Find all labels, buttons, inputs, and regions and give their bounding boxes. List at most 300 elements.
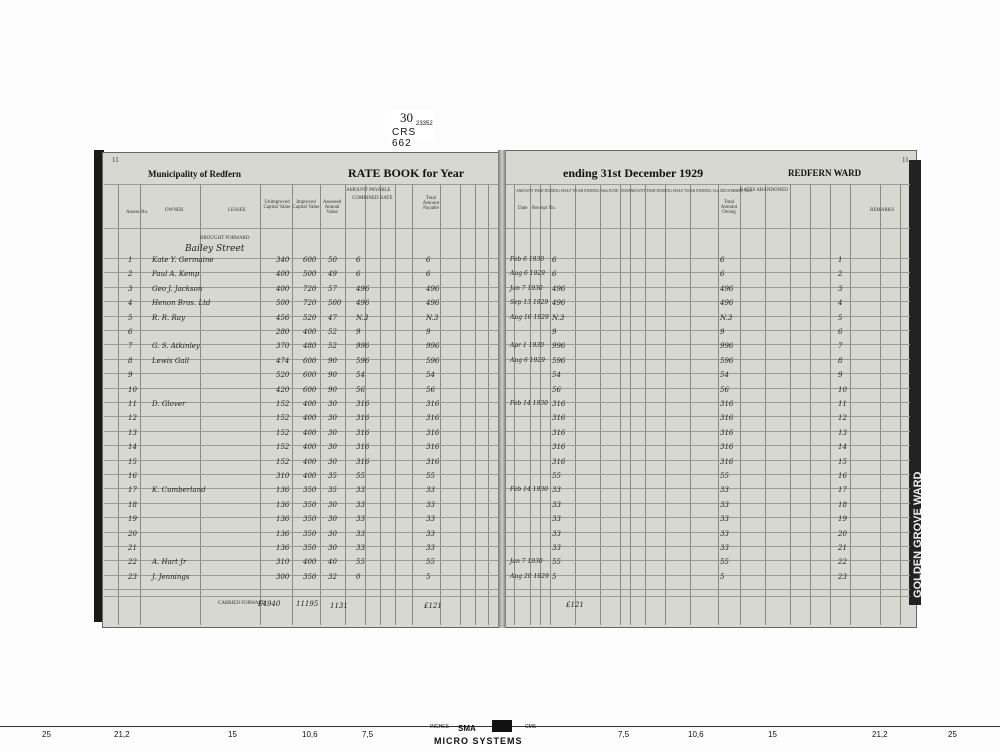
row-assess-no: 5 bbox=[128, 313, 133, 322]
row-annual: 500 bbox=[328, 299, 342, 308]
row-owing: 33 bbox=[720, 529, 729, 538]
row-owner: J. Jennings bbox=[152, 572, 190, 581]
row-total: 54 bbox=[426, 371, 435, 380]
row-total: N.3 bbox=[426, 313, 439, 322]
row-assess-no: 1 bbox=[128, 256, 133, 264]
row-payment-date: Jan 7 1930 bbox=[510, 284, 543, 292]
row-ref: 13 bbox=[838, 428, 847, 437]
street-name: Bailey Street bbox=[185, 244, 245, 254]
row-owing: 496 bbox=[720, 284, 734, 293]
grid-column-line bbox=[718, 185, 719, 625]
row-annual: 30 bbox=[328, 457, 337, 466]
row-improved: 400 bbox=[303, 400, 317, 408]
header-annual: Assessed Annual Value bbox=[322, 200, 342, 215]
row-total: 6 bbox=[426, 270, 431, 279]
left-page bbox=[102, 152, 502, 628]
row-payment-date: Apr 1 1930 bbox=[510, 342, 544, 350]
row-rate: 316 bbox=[356, 457, 370, 466]
grid-column-line bbox=[320, 185, 321, 625]
row-annual: 32 bbox=[328, 572, 337, 581]
row-ref: 3 bbox=[838, 284, 843, 293]
row-total: 55 bbox=[426, 472, 435, 480]
row-payment-date: Aug 6 1929 bbox=[510, 270, 545, 278]
row-rate: 6 bbox=[356, 256, 361, 264]
row-line bbox=[506, 503, 910, 504]
row-owner: Lewis Gall bbox=[152, 356, 190, 365]
row-paid-amount: 33 bbox=[552, 529, 561, 538]
row-unimproved: 340 bbox=[276, 256, 290, 264]
row-total: 55 bbox=[426, 558, 435, 567]
row-unimproved: 136 bbox=[276, 500, 290, 509]
row-line bbox=[506, 402, 910, 403]
row-rate: 596 bbox=[356, 356, 370, 365]
row-improved: 500 bbox=[303, 270, 317, 279]
row-ref: 19 bbox=[838, 515, 847, 524]
row-total: 316 bbox=[426, 414, 440, 423]
row-owing: 56 bbox=[720, 385, 729, 394]
row-unimproved: 152 bbox=[276, 443, 290, 452]
grid-column-line bbox=[850, 185, 851, 625]
row-unimproved: 152 bbox=[276, 400, 290, 408]
right-corner-number: 11 bbox=[902, 156, 909, 164]
row-line bbox=[506, 416, 910, 417]
grid-column-line bbox=[690, 185, 691, 625]
grid-column-line bbox=[740, 185, 741, 625]
row-owing: 316 bbox=[720, 457, 734, 466]
row-assess-no: 13 bbox=[128, 428, 137, 437]
row-owner: D. Glover bbox=[152, 400, 186, 408]
row-improved: 600 bbox=[303, 371, 317, 380]
grid-column-line bbox=[292, 185, 293, 625]
row-improved: 400 bbox=[303, 428, 317, 437]
row-unimproved: 456 bbox=[276, 313, 290, 322]
grid-column-line bbox=[880, 185, 881, 625]
row-assess-no: 3 bbox=[128, 284, 133, 293]
row-annual: 47 bbox=[328, 313, 337, 322]
row-improved: 400 bbox=[303, 328, 317, 336]
row-annual: 90 bbox=[328, 371, 337, 380]
archive-series: CRS 662 bbox=[392, 127, 417, 149]
grid-column-line bbox=[345, 185, 346, 625]
row-ref: 21 bbox=[838, 544, 847, 552]
row-line bbox=[506, 301, 910, 302]
row-improved: 350 bbox=[303, 515, 317, 524]
row-owing: 496 bbox=[720, 299, 734, 308]
row-rate: 316 bbox=[356, 428, 370, 437]
row-unimproved: 310 bbox=[276, 472, 290, 480]
grid-column-line bbox=[395, 185, 396, 625]
row-owing: 54 bbox=[720, 371, 729, 380]
row-annual: 30 bbox=[328, 443, 337, 452]
grid-column-line bbox=[140, 185, 141, 625]
row-total: 596 bbox=[426, 356, 440, 365]
ruler-label: 25 bbox=[42, 730, 51, 739]
header-receipt: Receipt No. bbox=[532, 206, 556, 211]
row-paid-amount: 9 bbox=[552, 328, 557, 336]
row-owing: 33 bbox=[720, 515, 729, 524]
row-line bbox=[506, 546, 910, 547]
row-rate: 54 bbox=[356, 371, 365, 380]
row-paid-amount: 6 bbox=[552, 256, 557, 264]
row-owing: 316 bbox=[720, 428, 734, 437]
row-payment-date: Aug 16 1929 bbox=[510, 313, 549, 321]
row-line bbox=[506, 388, 910, 389]
row-rate: 33 bbox=[356, 515, 365, 524]
row-total: 316 bbox=[426, 443, 440, 452]
row-improved: 600 bbox=[303, 256, 317, 264]
row-improved: 350 bbox=[303, 544, 317, 552]
row-improved: 400 bbox=[303, 558, 317, 567]
header-owner: OWNER bbox=[165, 208, 184, 213]
row-ref: 8 bbox=[838, 356, 843, 365]
row-ref: 22 bbox=[838, 558, 847, 567]
row-line bbox=[104, 474, 498, 475]
row-rate: 55 bbox=[356, 472, 365, 480]
row-unimproved: 136 bbox=[276, 529, 290, 538]
row-owner: Paul A. Kemp bbox=[152, 270, 200, 279]
row-paid-amount: 33 bbox=[552, 486, 561, 495]
ruler-brand-prefix: SMA bbox=[458, 724, 476, 733]
row-line bbox=[506, 272, 910, 273]
book-gutter bbox=[498, 150, 506, 628]
ruler-label: 15 bbox=[768, 730, 777, 739]
row-owing: 596 bbox=[720, 356, 734, 365]
row-line bbox=[104, 388, 498, 389]
row-paid-amount: 996 bbox=[552, 342, 566, 351]
header-paid-second-half: AMOUNT PAID DURING HALF YEAR ENDING 31st DECEMBER, 1929 bbox=[628, 188, 752, 193]
header-total-amount: Total Amount Payable bbox=[422, 196, 440, 211]
row-unimproved: 152 bbox=[276, 457, 290, 466]
row-assess-no: 21 bbox=[128, 544, 137, 552]
total-unimproved: £4940 bbox=[258, 600, 281, 608]
row-payment-date: Aug 20 1929 bbox=[510, 572, 549, 580]
row-assess-no: 12 bbox=[128, 414, 137, 423]
row-annual: 57 bbox=[328, 284, 337, 293]
ward-title: REDFERN WARD bbox=[788, 168, 862, 178]
row-annual: 30 bbox=[328, 428, 337, 437]
row-assess-no: 10 bbox=[128, 385, 137, 394]
row-paid-amount: 5 bbox=[552, 572, 557, 581]
row-line bbox=[506, 474, 910, 475]
rate-book-title: RATE BOOK for Year bbox=[348, 166, 465, 180]
row-improved: 350 bbox=[303, 500, 317, 509]
grid-column-line bbox=[550, 185, 551, 625]
row-owing: 5 bbox=[720, 572, 725, 581]
row-paid-amount: N.3 bbox=[552, 313, 565, 322]
grid-column-line bbox=[790, 185, 791, 625]
row-ref: 15 bbox=[838, 457, 847, 466]
ruler-label: 10,6 bbox=[688, 730, 704, 739]
row-total: 33 bbox=[426, 529, 435, 538]
row-improved: 720 bbox=[303, 284, 317, 293]
grid-column-line bbox=[645, 185, 646, 625]
row-improved: 520 bbox=[303, 313, 317, 322]
row-line bbox=[506, 488, 910, 489]
row-paid-amount: 55 bbox=[552, 558, 561, 567]
row-line bbox=[506, 431, 910, 432]
row-improved: 600 bbox=[303, 385, 317, 394]
row-line bbox=[506, 344, 910, 345]
row-line bbox=[104, 532, 498, 533]
row-assess-no: 8 bbox=[128, 356, 133, 365]
row-annual: 30 bbox=[328, 400, 337, 408]
grid-column-line bbox=[380, 185, 381, 625]
row-paid-amount: 33 bbox=[552, 500, 561, 509]
row-annual: 49 bbox=[328, 270, 337, 279]
grid-column-line bbox=[810, 185, 811, 625]
municipality-title: Municipality of Redfern bbox=[148, 169, 241, 179]
row-paid-amount: 596 bbox=[552, 356, 566, 365]
row-owner: Kate Y. Germaine bbox=[152, 256, 214, 264]
row-ref: 17 bbox=[838, 486, 847, 495]
row-paid-amount: 54 bbox=[552, 371, 561, 380]
row-payment-date: Feb 14 1930 bbox=[510, 486, 548, 494]
row-total: 5 bbox=[426, 572, 431, 581]
row-assess-no: 17 bbox=[128, 486, 137, 495]
row-owner: A. Hart Jr bbox=[152, 558, 187, 567]
archive-sub-number: 23352 bbox=[416, 121, 433, 127]
row-total: 316 bbox=[426, 400, 440, 408]
row-paid-amount: 316 bbox=[552, 428, 566, 437]
ruler-brand: MICRO SYSTEMS bbox=[434, 736, 523, 746]
row-assess-no: 19 bbox=[128, 515, 137, 524]
row-unimproved: 500 bbox=[276, 299, 290, 308]
row-total: 496 bbox=[426, 284, 440, 293]
row-assess-no: 22 bbox=[128, 558, 137, 567]
row-ref: 16 bbox=[838, 472, 847, 480]
row-annual: 90 bbox=[328, 356, 337, 365]
row-improved: 400 bbox=[303, 414, 317, 423]
row-improved: 480 bbox=[303, 342, 317, 351]
ruler-label: 7,5 bbox=[362, 730, 374, 739]
row-line bbox=[506, 560, 910, 561]
row-line bbox=[506, 532, 910, 533]
ruler-cms: CMS bbox=[525, 724, 537, 730]
ruler-label: 25 bbox=[948, 730, 957, 739]
row-assess-no: 14 bbox=[128, 443, 137, 452]
ruler-label: 21,2 bbox=[872, 730, 888, 739]
archive-number: 30 bbox=[400, 110, 413, 125]
row-rate: 496 bbox=[356, 299, 370, 308]
row-paid-amount: 496 bbox=[552, 284, 566, 293]
row-ref: 7 bbox=[838, 342, 843, 351]
micro-systems-logo bbox=[492, 720, 512, 732]
row-rate: 316 bbox=[356, 400, 370, 408]
row-assess-no: 6 bbox=[128, 328, 133, 336]
row-ref: 12 bbox=[838, 414, 847, 423]
row-rate: 33 bbox=[356, 500, 365, 509]
row-paid-amount: 33 bbox=[552, 544, 561, 552]
row-owing: 316 bbox=[720, 443, 734, 452]
row-ref: 11 bbox=[838, 400, 847, 408]
row-assess-no: 23 bbox=[128, 572, 137, 581]
total-annual: 1131 bbox=[330, 602, 348, 610]
row-annual: 35 bbox=[328, 472, 337, 480]
row-owing: 33 bbox=[720, 500, 729, 509]
row-unimproved: 136 bbox=[276, 515, 290, 524]
total-payable: £121 bbox=[424, 602, 442, 610]
row-unimproved: 136 bbox=[276, 544, 290, 552]
row-total: 33 bbox=[426, 500, 435, 509]
row-ref: 10 bbox=[838, 385, 847, 394]
row-total: 316 bbox=[426, 457, 440, 466]
row-owner: R. R. Ray bbox=[152, 313, 186, 322]
row-total: 33 bbox=[426, 544, 435, 552]
row-payment-date: Feb 14 1930 bbox=[510, 400, 548, 407]
grid-column-line bbox=[575, 185, 576, 625]
row-ref: 14 bbox=[838, 443, 847, 452]
row-owing: 996 bbox=[720, 342, 734, 351]
row-total: 33 bbox=[426, 486, 435, 495]
grid-column-line bbox=[488, 185, 489, 625]
row-improved: 400 bbox=[303, 472, 317, 480]
row-unimproved: 520 bbox=[276, 371, 290, 380]
row-owner: Henon Bros. Ltd bbox=[152, 299, 211, 308]
grid-column-line bbox=[440, 185, 441, 625]
row-paid-amount: 6 bbox=[552, 270, 557, 279]
row-line bbox=[506, 575, 910, 576]
ruler-label: 7,5 bbox=[618, 730, 630, 739]
row-annual: 52 bbox=[328, 328, 337, 336]
row-paid-amount: 316 bbox=[552, 457, 566, 466]
row-payment-date: Sep 13 1929 bbox=[510, 299, 549, 307]
row-owing: 33 bbox=[720, 486, 729, 495]
row-rate: 33 bbox=[356, 544, 365, 552]
year-ending-title: ending 31st December 1929 bbox=[563, 166, 704, 180]
row-total: 6 bbox=[426, 256, 431, 264]
row-line bbox=[506, 373, 910, 374]
microfilm-ruler bbox=[0, 716, 1000, 752]
row-rate: 316 bbox=[356, 414, 370, 423]
grid-column-line bbox=[620, 185, 621, 625]
row-annual: 30 bbox=[328, 500, 337, 509]
row-improved: 350 bbox=[303, 572, 317, 581]
row-rate: 496 bbox=[356, 284, 370, 293]
row-paid-amount: 316 bbox=[552, 414, 566, 423]
header-remarks: REMARKS bbox=[870, 208, 895, 213]
row-total: 996 bbox=[426, 342, 440, 351]
ruler-inches: INCHES bbox=[430, 724, 449, 730]
row-total: 316 bbox=[426, 428, 440, 437]
row-annual: 30 bbox=[328, 414, 337, 423]
row-owing: 316 bbox=[720, 414, 734, 423]
ruler-label: 15 bbox=[228, 730, 237, 739]
row-assess-no: 7 bbox=[128, 342, 133, 351]
row-rate: 6 bbox=[356, 270, 361, 279]
row-ref: 4 bbox=[838, 299, 843, 308]
row-assess-no: 15 bbox=[128, 457, 137, 466]
right-carried-total: £121 bbox=[566, 601, 584, 609]
row-line bbox=[104, 503, 498, 504]
row-ref: 6 bbox=[838, 328, 843, 336]
row-line bbox=[104, 373, 498, 374]
row-owing: 6 bbox=[720, 256, 725, 264]
row-ref: 1 bbox=[838, 256, 843, 264]
row-assess-no: 16 bbox=[128, 472, 137, 480]
ruler-label: 21,2 bbox=[114, 730, 130, 739]
row-paid-amount: 496 bbox=[552, 299, 566, 308]
totals-line bbox=[506, 596, 910, 597]
row-total: 9 bbox=[426, 328, 431, 336]
row-line bbox=[104, 546, 498, 547]
row-annual: 50 bbox=[328, 256, 337, 264]
row-improved: 400 bbox=[303, 443, 317, 452]
header-combined-rate: COMBINED RATE bbox=[352, 196, 393, 201]
row-owing: 6 bbox=[720, 270, 725, 279]
row-annual: 30 bbox=[328, 544, 337, 552]
header-paid-first-half: AMOUNT PAID DURING HALF YEAR ENDING 30th JUNE, 1929 bbox=[516, 188, 629, 193]
row-line bbox=[506, 316, 910, 317]
grid-column-line bbox=[412, 185, 413, 625]
row-unimproved: 400 bbox=[276, 284, 290, 293]
header-unimproved: Unimproved Capital Value bbox=[263, 200, 291, 210]
header-improved: Improved Capital Value bbox=[292, 200, 320, 210]
row-unimproved: 370 bbox=[276, 342, 290, 351]
row-owing: 55 bbox=[720, 472, 729, 480]
header-date: Date bbox=[518, 206, 528, 211]
row-owner: G. S. Atkinley bbox=[152, 342, 200, 351]
header-rates-abandoned: RATES ABANDONED bbox=[740, 188, 788, 193]
row-total: 56 bbox=[426, 385, 435, 394]
row-ref: 23 bbox=[838, 572, 847, 581]
grid-column-line bbox=[600, 185, 601, 625]
row-unimproved: 152 bbox=[276, 414, 290, 423]
row-unimproved: 420 bbox=[276, 385, 290, 394]
carried-forward-label: CARRIED FORWARD bbox=[218, 601, 266, 606]
row-ref: 20 bbox=[838, 529, 847, 538]
totals-line bbox=[104, 596, 498, 597]
grid-column-line bbox=[260, 185, 261, 625]
row-payment-date: Feb 6 1930 bbox=[510, 256, 545, 263]
row-rate: 33 bbox=[356, 529, 365, 538]
row-ref: 5 bbox=[838, 313, 843, 322]
grid-column-line bbox=[830, 185, 831, 625]
row-unimproved: 310 bbox=[276, 558, 290, 567]
row-line bbox=[506, 445, 910, 446]
row-paid-amount: 55 bbox=[552, 472, 561, 480]
grid-column-line bbox=[460, 185, 461, 625]
row-improved: 350 bbox=[303, 529, 317, 538]
row-improved: 600 bbox=[303, 356, 317, 365]
grid-column-line bbox=[765, 185, 766, 625]
row-paid-amount: 33 bbox=[552, 515, 561, 524]
grid-column-line bbox=[475, 185, 476, 625]
row-annual: 35 bbox=[328, 486, 337, 495]
total-improved: 11195 bbox=[296, 600, 319, 608]
row-line bbox=[506, 359, 910, 360]
grid-column-line bbox=[665, 185, 666, 625]
row-rate: N.3 bbox=[356, 313, 369, 322]
row-rate: 996 bbox=[356, 342, 370, 351]
row-line bbox=[506, 258, 910, 259]
right-page bbox=[504, 150, 917, 628]
row-assess-no: 11 bbox=[128, 400, 137, 408]
grid-column-line bbox=[118, 185, 119, 625]
row-unimproved: 152 bbox=[276, 428, 290, 437]
row-line bbox=[104, 330, 498, 331]
row-owing: 9 bbox=[720, 328, 725, 336]
row-line bbox=[104, 517, 498, 518]
row-total: 496 bbox=[426, 299, 440, 308]
left-corner-number: 11 bbox=[112, 156, 119, 164]
header-top-line bbox=[506, 184, 910, 185]
header-bottom-line bbox=[104, 228, 498, 229]
row-payment-date: Jan 7 1930 bbox=[510, 558, 543, 566]
header-top-line bbox=[104, 184, 498, 185]
header-assess-no: Assess No. bbox=[126, 210, 149, 215]
row-owing: N.3 bbox=[720, 313, 733, 322]
row-line bbox=[506, 287, 910, 288]
